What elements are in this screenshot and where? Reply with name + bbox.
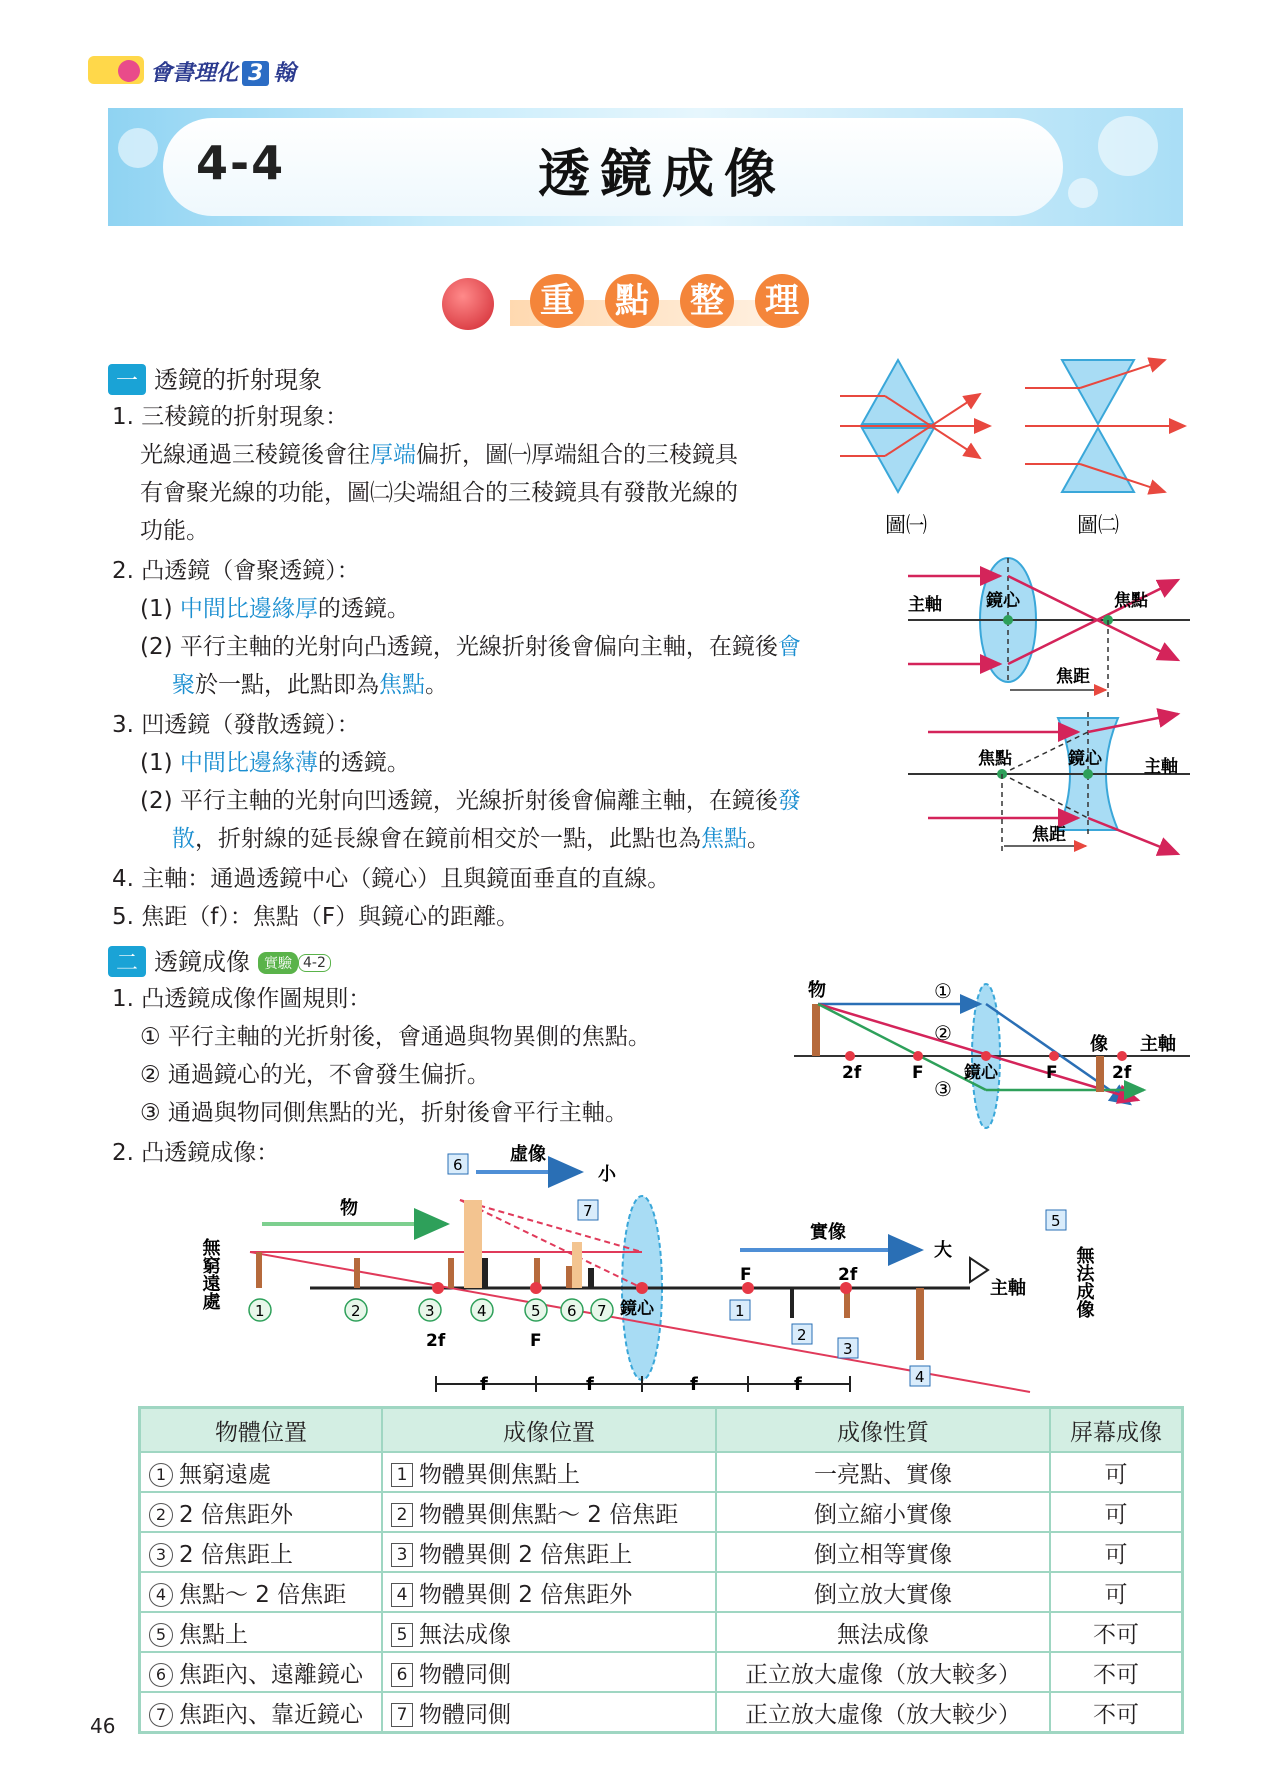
svg-text:主軸: 主軸 [1140,1034,1176,1055]
svg-text:2: 2 [351,1302,361,1320]
svg-text:鏡心: 鏡心 [964,1063,998,1083]
svg-text:大: 大 [934,1240,952,1261]
prism-figures [840,352,1190,542]
key-points-banner [420,258,900,338]
convex-focal-label: 焦距 [1056,667,1090,687]
svg-text:2f: 2f [1112,1063,1132,1083]
title-banner [108,108,1183,226]
key-char-1: 重 [530,274,584,328]
svg-text:虛像: 虛像 [510,1144,546,1165]
svg-text:2: 2 [797,1326,807,1344]
svg-text:1: 1 [255,1302,265,1320]
no-image-label: 無法成像 [1073,1246,1095,1318]
imaging-summary-table [138,1406,1184,1734]
part1-heading: 一 透鏡的折射現象 [108,360,322,395]
svg-text:4: 4 [477,1302,487,1320]
svg-text:f: f [794,1374,802,1395]
key-char-3: 整 [680,274,734,328]
svg-text:②: ② [934,1021,952,1045]
convex-focus-label: 焦點 [1114,591,1148,611]
svg-text:實像: 實像 [810,1222,846,1243]
svg-text:2f: 2f [426,1331,446,1351]
svg-text:3: 3 [425,1302,435,1320]
svg-text:鏡心: 鏡心 [620,1299,654,1319]
concave-item-2-cont: 散，折射線的延長線會在鏡前相交於一點，此點也為焦點。 [172,826,770,852]
section-number: 4-4 [196,136,286,190]
convex-title: 2. 凸透鏡（會聚透鏡）： [112,558,360,584]
table-row: 2 2 倍焦距外 2 物體異側焦點～ 2 倍焦距 倒立縮小實像 可 [140,1492,1183,1532]
col-screen: 屏幕成像 [1050,1408,1183,1453]
concave-title: 3. 凹透鏡（發散透鏡）： [112,712,360,738]
svg-text:2f: 2f [838,1265,858,1285]
rule-3: ③ 通過與物同側焦點的光，折射後會平行主軸。 [140,1100,628,1126]
rule-1: ① 平行主軸的光折射後，會通過與物異側的焦點。 [140,1024,651,1050]
svg-text:像: 像 [1090,1034,1108,1055]
prism-converging [840,360,990,492]
svg-text:1: 1 [735,1302,745,1320]
object-position-markers [249,1299,613,1321]
svg-text:2f: 2f [842,1063,862,1083]
concave-item-1: (1) 中間比邊緣薄的透鏡。 [140,750,410,776]
concave-lens-figure [908,712,1190,862]
svg-text:3: 3 [843,1340,853,1358]
svg-text:F: F [530,1331,542,1351]
prism-line-1: 光線通過三稜鏡後會往厚端偏折，圖㈠厚端組合的三稜鏡具 [140,442,738,468]
svg-text:4: 4 [915,1368,925,1386]
key-char-2: 點 [605,274,659,328]
fig1-caption: 圖㈠ [885,513,927,537]
svg-text:f: f [480,1374,488,1395]
axis-definition: 4. 主軸：通過透鏡中心（鏡心）且與鏡面垂直的直線。 [112,866,671,892]
book-logo-dot-icon [118,60,140,82]
ray-rules-figure [794,978,1190,1128]
rules-title: 1. 凸透鏡成像作圖規則： [112,986,372,1012]
convex-item-1: (1) 中間比邊緣厚的透鏡。 [140,596,410,622]
svg-text:5: 5 [531,1302,541,1320]
convex-imaging-figure [199,1138,1150,1400]
svg-text:③: ③ [934,1077,952,1101]
prism-diverging [1025,360,1185,492]
svg-text:①: ① [934,979,952,1003]
book-header [0,52,320,92]
svg-text:6: 6 [567,1302,577,1320]
convex-lens-figure [908,558,1190,708]
svg-text:f: f [690,1374,698,1395]
col-image-nature: 成像性質 [716,1408,1050,1453]
rule-2: ② 通過鏡心的光，不會發生偏折。 [140,1062,490,1088]
infinity-label: 無窮遠處 [199,1238,221,1310]
table-row: 1 無窮遠處 1 物體異側焦點上 一亮點、實像 可 [140,1452,1183,1492]
part2-heading: 二 透鏡成像 實驗 4-2 [108,942,331,977]
table-row: 5 焦點上 5 無法成像 無法成像 不可 [140,1612,1183,1652]
svg-text:主軸: 主軸 [990,1278,1026,1299]
ray-object-label: 物 [808,980,826,1001]
focal-definition: 5. 焦距（f）：焦點（F）與鏡心的距離。 [112,904,520,930]
convex-center-label: 鏡心 [986,591,1020,611]
svg-text:小: 小 [598,1164,616,1185]
book-title: 會書理化 3 翰 [150,61,296,86]
table-row: 6 焦距內、遠離鏡心 6 物體同側 正立放大虛像（放大較多） 不可 [140,1652,1183,1692]
concave-center-label: 鏡心 [1068,749,1102,769]
col-object-position: 物體位置 [140,1408,383,1453]
prism-line-2: 有會聚光線的功能，圖㈡尖端組合的三稜鏡具有發散光線的 [140,480,738,506]
fig2-caption: 圖㈡ [1077,513,1119,537]
mascot-icon [442,278,494,330]
svg-text:F: F [1046,1063,1058,1083]
svg-text:5: 5 [1051,1212,1061,1230]
convex-axis-label: 主軸 [908,595,942,615]
table-row: 3 2 倍焦距上 3 物體異側 2 倍焦距上 倒立相等實像 可 [140,1532,1183,1572]
svg-text:F: F [740,1265,752,1285]
table-row: 4 焦點～ 2 倍焦距 4 物體異側 2 倍焦距外 倒立放大實像 可 [140,1572,1183,1612]
convex-item-2: (2) 平行主軸的光射向凸透鏡，光線折射後會偏向主軸，在鏡後會 [140,634,801,660]
concave-focus-label: 焦點 [978,749,1012,769]
imaging-title: 2. 凸透鏡成像： [112,1140,280,1166]
experiment-tag: 實驗 [258,952,298,974]
page-number: 46 [90,1714,116,1738]
page-title: 透鏡成像 [538,145,787,205]
svg-text:物: 物 [340,1198,358,1219]
concave-axis-label: 主軸 [1144,757,1178,777]
svg-text:F: F [912,1063,924,1083]
svg-text:f: f [586,1374,594,1395]
convex-item-2-cont: 聚於一點，此點即為焦點。 [172,672,448,698]
svg-text:6: 6 [453,1156,463,1174]
key-char-4: 理 [755,274,809,328]
svg-text:7: 7 [597,1302,607,1320]
prism-title: 1. 三稜鏡的折射現象： [112,404,349,430]
concave-item-2: (2) 平行主軸的光射向凹透鏡，光線折射後會偏離主軸，在鏡後發 [140,788,801,814]
concave-focal-label: 焦距 [1032,825,1066,845]
svg-text:7: 7 [583,1202,593,1220]
table-row: 7 焦距內、靠近鏡心 7 物體同側 正立放大虛像（放大較少） 不可 [140,1692,1183,1733]
col-image-position: 成像位置 [382,1408,716,1453]
prism-line-3: 功能。 [140,518,209,544]
